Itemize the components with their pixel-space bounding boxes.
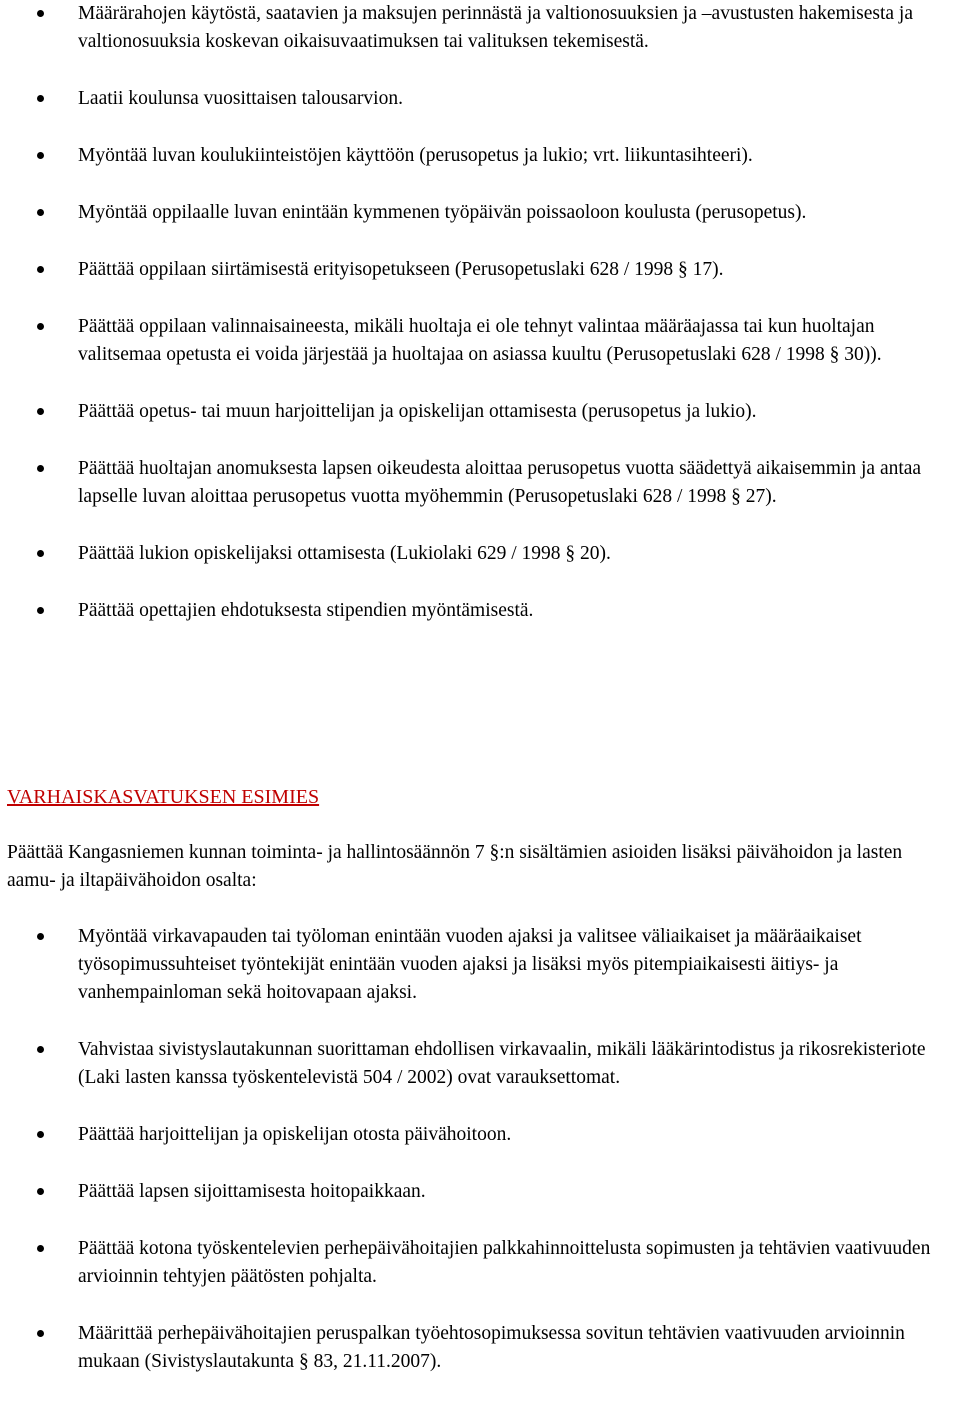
list-item-text: Laatii koulunsa vuosittaisen talousarvion. <box>78 88 403 109</box>
list-item <box>0 923 960 1007</box>
bullet-icon <box>37 152 44 159</box>
list-item <box>0 1121 960 1149</box>
bullet-icon <box>37 465 44 472</box>
list-item-text: Päättää opetus- tai muun harjoittelijan ja opiskelijan ottamisesta (perusopetus ja lukio). <box>78 401 757 422</box>
bullet-icon <box>37 209 44 216</box>
bullet-icon <box>37 1046 44 1053</box>
list-item <box>0 313 960 369</box>
list-item-text: Päättää harjoittelijan ja opiskelijan otosta päivähoitoon. <box>78 1124 512 1145</box>
list-item-text: Vahvistaa sivistyslautakunnan suorittaman ehdollisen virkavaalin, mikäli lääkärintodistus ja rikosrekisteriote (Laki lasten kanssa työskentelevistä 504 / 2002) ovat varauksettomat. <box>78 1039 926 1088</box>
section-intro: Päättää Kangasniemen kunnan toiminta- ja hallintosäännön 7 §:n sisältämien asioiden lisäksi päivähoidon ja lasten aamu- ja iltapäivähoidon osalta: <box>7 842 903 891</box>
list-item-text: Myöntää luvan koulukiinteistöjen käyttöön (perusopetus ja lukio; vrt. liikuntasihteeri). <box>78 145 753 166</box>
bullet-icon <box>37 550 44 557</box>
list-item-text: Myöntää virkavapauden tai työloman enintään vuoden ajaksi ja valitsee väliaikaiset ja määräaikaiset työsopimussuhteiset työntekijät enintään vuoden ajaksi ja lisäksi myös pitempiaikaisesti äitiys- ja vanhempainloman sekä hoitovapaan ajaksi. <box>78 926 862 1003</box>
list-item <box>0 85 960 113</box>
bullet-icon <box>37 95 44 102</box>
bullet-icon <box>37 933 44 940</box>
list-item <box>0 398 960 426</box>
bullet-icon <box>37 323 44 330</box>
list-item-text: Päättää lapsen sijoittamisesta hoitopaikkaan. <box>78 1181 426 1202</box>
list-item <box>0 1320 960 1376</box>
list-item-text: Määrittää perhepäivähoitajien peruspalkan työehtosopimuksessa sovitun tehtävien vaativuuden arvioinnin mukaan (Sivistyslautakunta § 83, 21.11.2007). <box>78 1323 905 1372</box>
list-item <box>0 142 960 170</box>
list-item-text: Päättää kotona työskentelevien perhepäivähoitajien palkkahinnoittelusta sopimusten ja tehtävien vaativuuden arvioinnin tehtyjen päätösten pohjalta. <box>78 1238 931 1287</box>
responsibilities-list <box>0 0 960 654</box>
list-item-text: Päättää huoltajan anomuksesta lapsen oikeudesta aloittaa perusopetus vuotta säädettyä aikaisemmin ja antaa lapselle luvan aloittaa perusopetus vuotta myöhemmin (Perusopetuslaki 628 / 1998 § 27). <box>78 458 922 507</box>
list-item <box>0 1235 960 1291</box>
bullet-icon <box>37 408 44 415</box>
bullet-icon <box>37 266 44 273</box>
list-item <box>0 597 960 625</box>
list-item-text: Päättää oppilaan siirtämisestä erityisopetukseen (Perusopetuslaki 628 / 1998 § 17). <box>78 259 724 280</box>
bullet-icon <box>37 1245 44 1252</box>
list-item <box>0 1036 960 1092</box>
list-item <box>0 540 960 568</box>
bullet-icon <box>37 1330 44 1337</box>
list-item-text: Päättää oppilaan valinnaisaineesta, mikäli huoltaja ei ole tehnyt valintaa määräajassa tai kun huoltajan valitsemaa opetusta ei voida järjestää ja huoltajaa on asiassa kuultu (Perusopetuslaki 628 / 1998 § 30)). <box>78 316 882 365</box>
early-education-list <box>0 923 960 1405</box>
list-item <box>0 455 960 511</box>
bullet-icon <box>37 1131 44 1138</box>
bullet-icon <box>37 10 44 17</box>
list-item-text: Päättää opettajien ehdotuksesta stipendien myöntämisestä. <box>78 600 534 621</box>
list-item-text: Myöntää oppilaalle luvan enintään kymmenen työpäivän poissaoloon koulusta (perusopetus). <box>78 202 807 223</box>
list-item <box>0 1178 960 1206</box>
list-item-text: Päättää lukion opiskelijaksi ottamisesta (Lukiolaki 629 / 1998 § 20). <box>78 543 611 564</box>
list-item <box>0 199 960 227</box>
bullet-icon <box>37 607 44 614</box>
list-item <box>0 256 960 284</box>
section-heading: VARHAISKASVATUKSEN ESIMIES <box>7 786 320 808</box>
list-item <box>0 0 960 56</box>
list-item-text: Määrärahojen käytöstä, saatavien ja maksujen perinnästä ja valtionosuuksien ja –avustusten hakemisesta ja valtionosuuksia koskevan oikaisuvaatimuksen tai valituksen tekemisestä. <box>78 3 913 52</box>
bullet-icon <box>37 1188 44 1195</box>
